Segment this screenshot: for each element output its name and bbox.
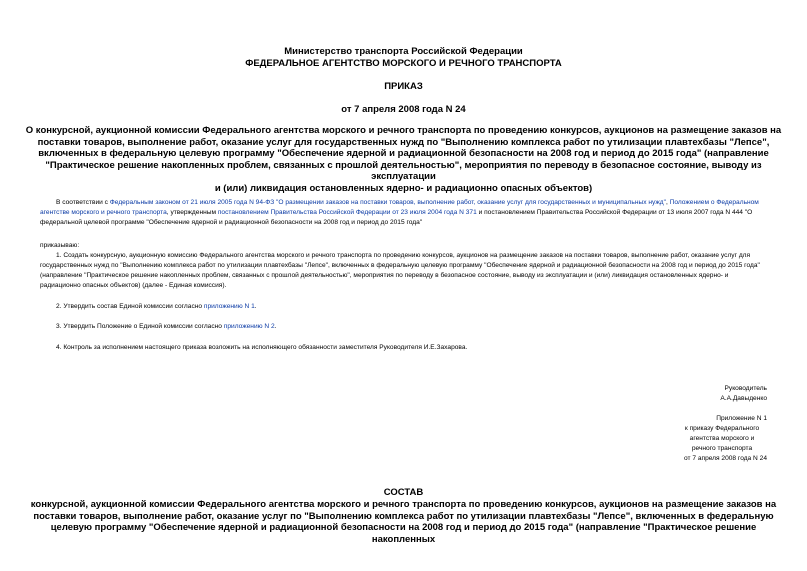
title-line: "Практическое решение накопленных проблем, связанных с прошлой деятельностью", мероприятия по переводу в безопасное состояние, выводу из эксплуатации (45, 159, 762, 182)
agency-regulation-link[interactable]: Положением о Федеральном агентстве морского и речного транспорта (40, 199, 759, 216)
appendix-reference: к приказу Федерального агентства морского и речного транспорта (684, 425, 760, 452)
appendix-1-link[interactable]: приложению N 1 (203, 303, 255, 310)
composition-title: конкурсной, аукционной комиссии Федерального агентства морского и речного транспорта по проведению конкурсов, аукционов на размещение заказов на поставки товаров, выполнение работ, оказание услуг по "Выполнению комплекса работ по утилизации плавтехбазы "Лепсе", включенных в федеральную целевую программу "Обеспечение ядерной и радиационной безопасности на 2008 год и период до 2015 года" (направление "Практическое решение накопленных (30, 499, 777, 545)
document-date-number: от 7 апреля 2008 года N 24 (341, 103, 466, 115)
orders-label: приказываю: (40, 242, 80, 249)
order-item-4: 4. Контроль за исполнением настоящего приказа возложить на исполняющего обязанности заместителя Руководителя И.Е.Захарова. (56, 344, 468, 351)
preamble-text: В соответствии с (56, 199, 110, 206)
title-line: включенных в федеральную целевую программу "Обеспечение ядерной и радиационной безопасности на 2008 год и период до 2015 года" (направление (38, 148, 769, 159)
order-item-1: 1. Создать конкурсную, аукционную комиссию Федерального агентства морского и речного транспорта по проведению конкурсов, аукционов на размещение заказов на поставки товаров, выполнение работ, оказание услуг для государственных нужд по "Выполнению комплекса работ по утилизации плавтехбазы "Лепсе", включенных в федеральную целевую программу "Обеспечение ядерной и радиационной безопасности на 2008 год и период до 2015 года" (направление "Практическое решение накопленных проблем, связанных с прошлой деятельностью", мероприятия по переводу в безопасное состояние, выводу из эксплуатации и (или) ликвидация остановленных ядерно- и радиационно опасных объектов) (далее - Единая комиссия). (40, 252, 760, 289)
agency-name: ФЕДЕРАЛЬНОЕ АГЕНТСТВО МОРСКОГО И РЕЧНОГО ТРАНСПОРТА (245, 57, 562, 69)
ministry-name: Министерство транспорта Российской Федерации (284, 46, 523, 57)
order-item-3: 3. Утвердить Положение о Единой комиссии согласно приложению N 2. (56, 323, 277, 330)
signature-block (720, 384, 767, 404)
order-item-2: 2. Утвердить состав Единой комиссии согласно приложению N 1. (56, 303, 257, 310)
composition-heading: СОСТАВ (383, 487, 424, 498)
preamble-text: , (665, 199, 670, 206)
signature-role: Руководитель (724, 385, 767, 392)
document-header (0, 46, 807, 115)
appendix-title: Приложение N 1 (716, 415, 767, 422)
federal-law-link[interactable]: Федеральным законом от 21 июля 2005 года N 94-ФЗ "О размещении заказов на поставки товаров, выполнение работ, оказание услуг для государственных и муниципальных нужд" (109, 199, 666, 206)
title-line: поставки товаров, выполнение работ, оказание услуг для государственных нужд по "Выполнению комплекса работ по утилизации плавтехбазы "Лепсе", (37, 136, 770, 148)
appendix-2-link[interactable]: приложению N 2 (223, 323, 275, 330)
title-line: и (или) ликвидация остановленных ядерно- и радиационно опасных объектов) (214, 182, 593, 194)
appendix-date: от 7 апреля 2008 года N 24 (683, 455, 767, 462)
preamble-text: и постановлением Правительства Российской Федерации от 13 июля 2007 года N 444 "О федеральной целевой программе "Обеспечение ядерной и радиационной безопасности на 2008 год и период до 2015 года" (40, 209, 753, 226)
document-type: ПРИКАЗ (384, 81, 423, 92)
preamble-text: , утвержденным (166, 209, 218, 216)
title-line: О конкурсной, аукционной комиссии Федерального агентства морского и речного транспорта по проведению конкурсов, аукционов на размещение заказов на (25, 125, 782, 136)
signature-name: А.А.Давыденко (720, 395, 767, 402)
preamble-paragraph (40, 198, 767, 228)
document-title (20, 125, 787, 194)
government-decree-link[interactable]: постановлением Правительства Российской Федерации от 23 июля 2004 года N 371 (217, 209, 477, 216)
